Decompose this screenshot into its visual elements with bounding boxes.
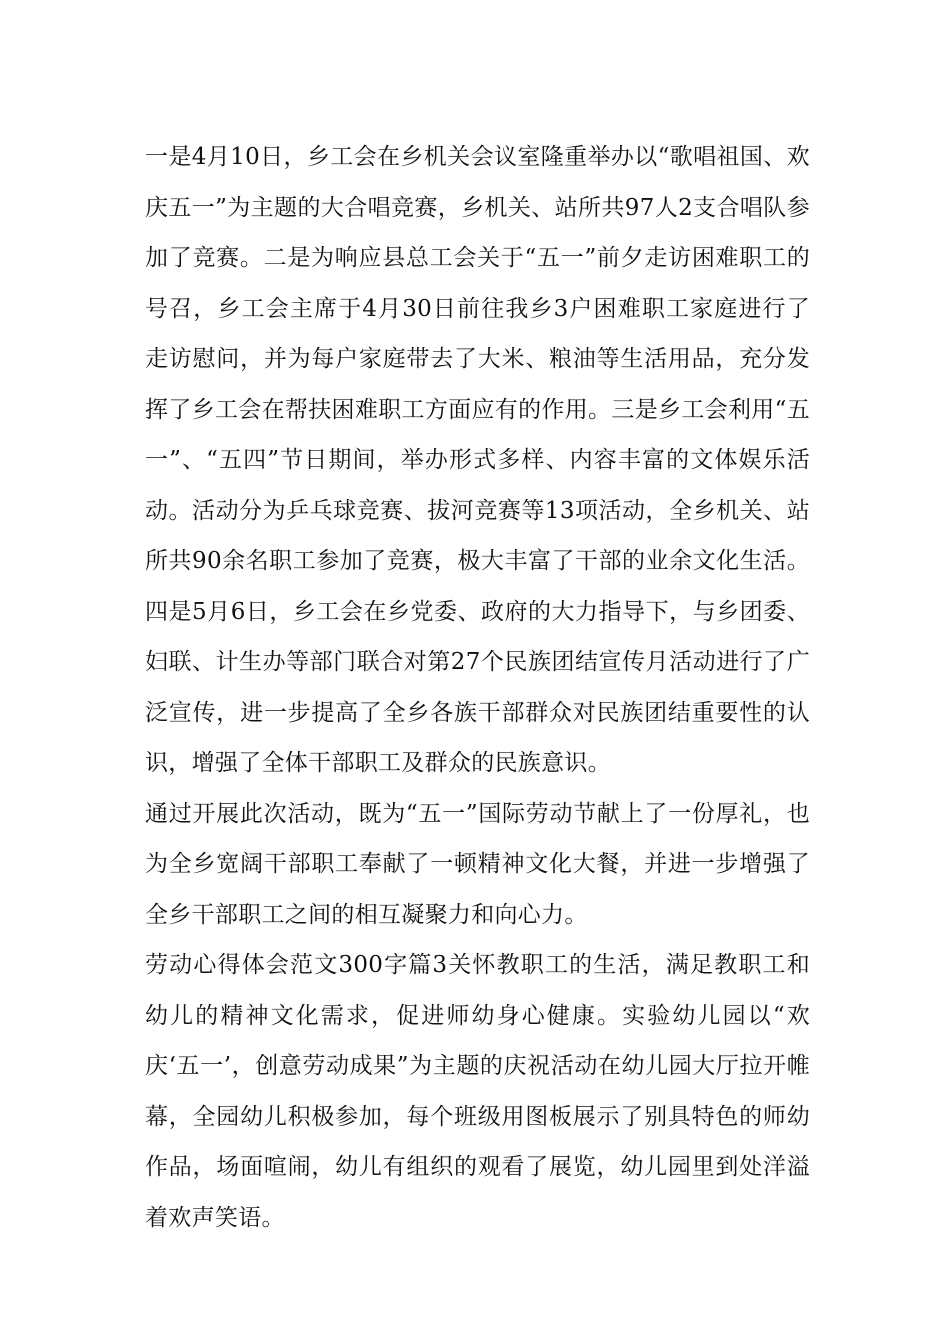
paragraph-kindergarten: 劳动心得体会范文300字篇3关怀教职工的生活，满足教职工和幼儿的精神文化需求，促进师幼身心健康。实验幼儿园以“欢庆‘五一’，创意劳动成果”为主题的庆祝活动在幼儿园大厅拉开帷幕，全园幼儿积极参加，每个班级用图板展示了别具特色的师幼作品，场面喧闹，幼儿有组织的观看了展览，幼儿园里到处洋溢着欢声笑语。 [145, 952, 810, 1231]
document-body [145, 132, 810, 1243]
paragraph-activities: 一是4月10日，乡工会在乡机关会议室隆重举办以“歌唱祖国、欢庆五一”为主题的大合唱竞赛，乡机关、站所共97人2支合唱队参加了竞赛。二是为响应县总工会关于“五一”前夕走访困难职工的号召，乡工会主席于4月30日前往我乡3户困难职工家庭进行了走访慰问，并为每户家庭带去了大米、粮油等生活用品，充分发挥了乡工会在帮扶困难职工方面应有的作用。三是乡工会利用“五一”、“五四”节日期间，举办形式多样、内容丰富的文体娱乐活动。活动分为乒乓球竞赛、拔河竞赛等13项活动，全乡机关、站所共90余名职工参加了竞赛，极大丰富了干部的业余文化生活。四是5月6日，乡工会在乡党委、政府的大力指导下，与乡团委、妇联、计生办等部门联合对第27个民族团结宣传月活动进行了广泛宣传，进一步提高了全乡各族干部群众对民族团结重要性的认识，增强了全体干部职工及群众的民族意识。 [145, 144, 810, 776]
paragraph-summary: 通过开展此次活动，既为“五一”国际劳动节献上了一份厚礼，也为全乡宽阔干部职工奉献了一顿精神文化大餐，并进一步增强了全乡干部职工之间的相互凝聚力和向心力。 [145, 800, 810, 928]
